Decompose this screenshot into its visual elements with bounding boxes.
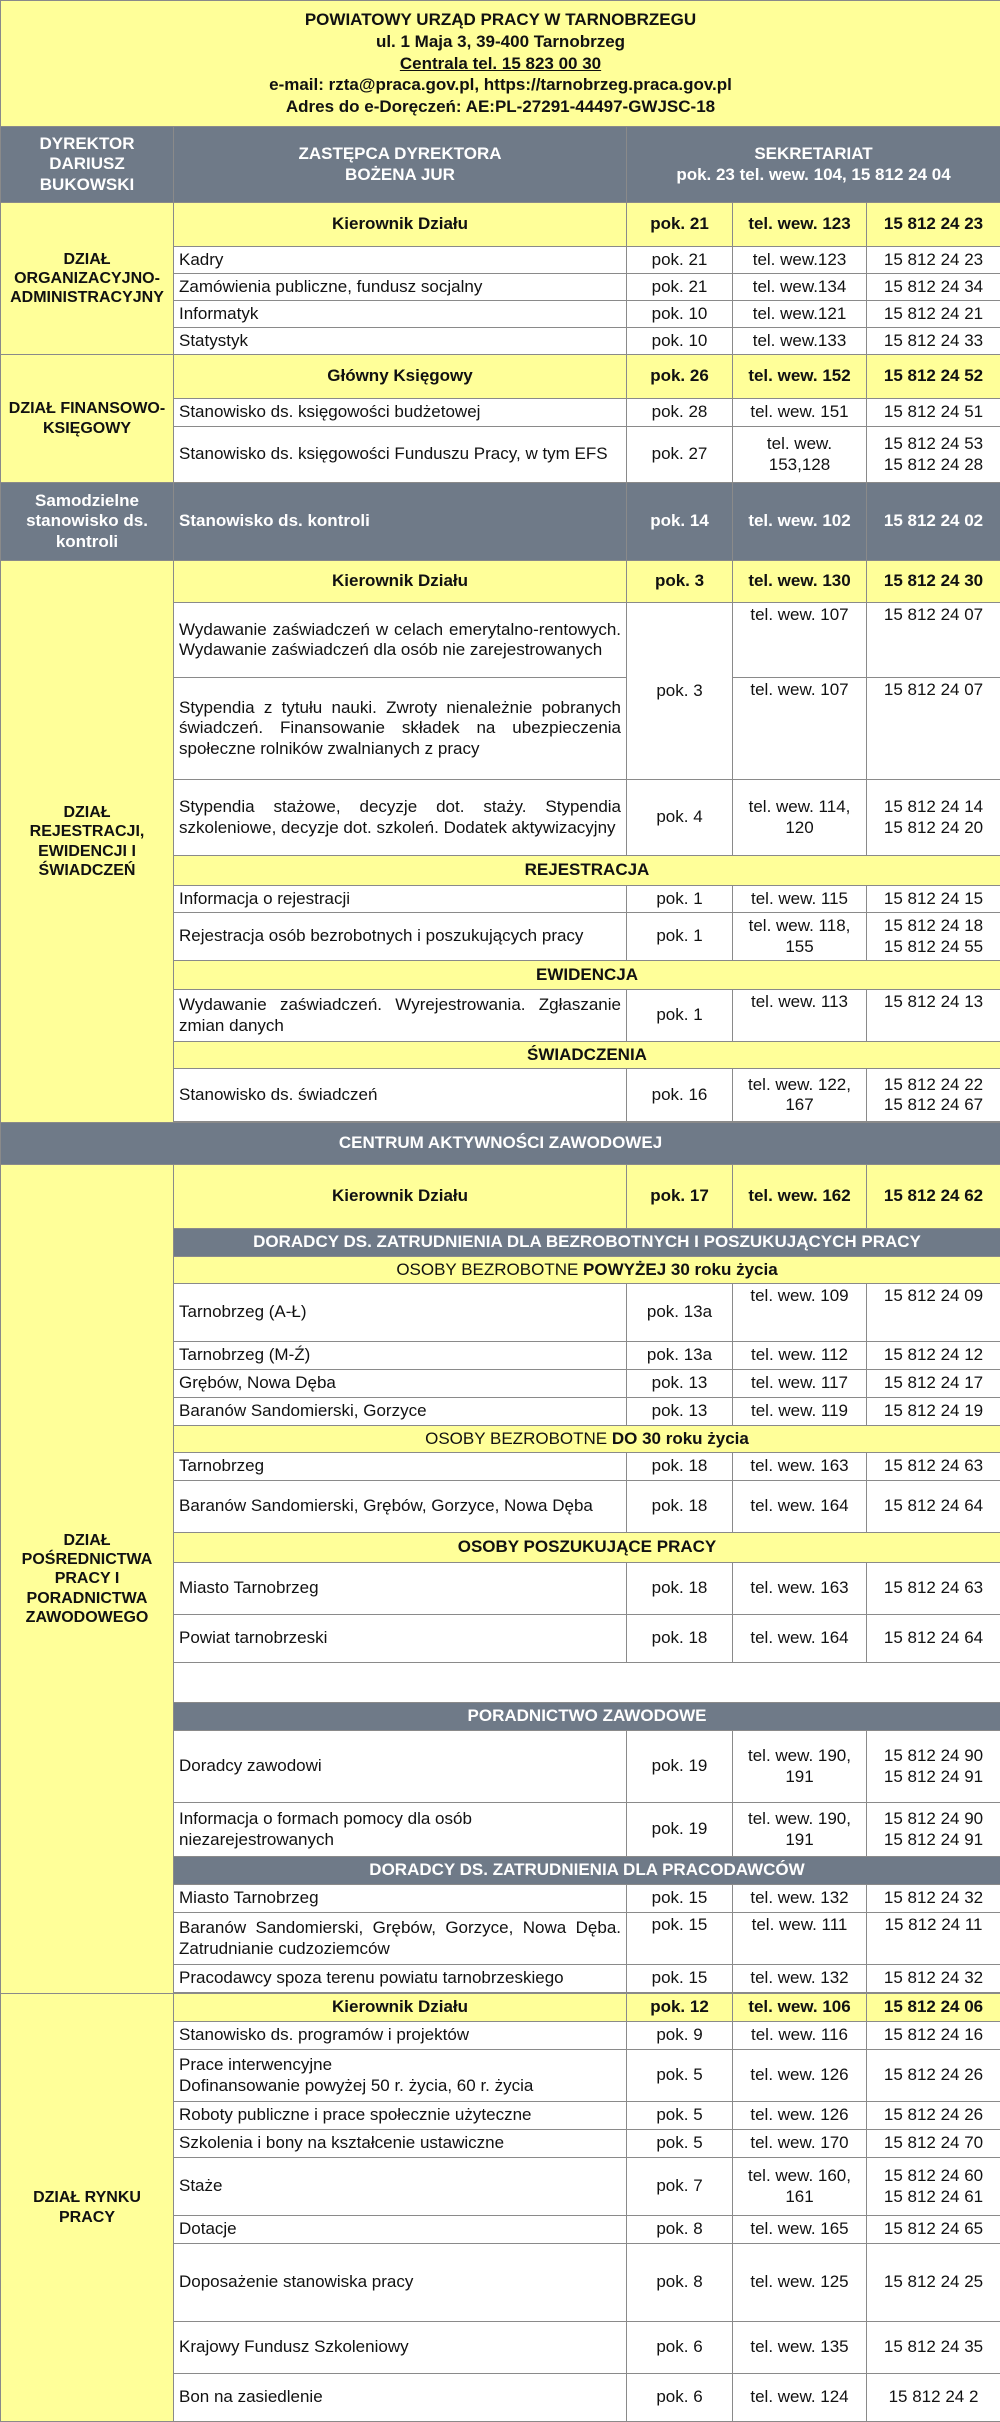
entry-phone: 15 812 24 60 15 812 24 61 — [867, 2158, 1000, 2216]
entry-room: pok. 8 — [627, 2244, 733, 2322]
section-job-seekers: OSOBY POSZUKUJĄCE PRACY — [174, 1533, 1000, 1563]
entry-phone: 15 812 24 06 — [867, 1994, 1000, 2022]
entry-ext: tel. wew. 130 — [733, 561, 867, 603]
entry-name: Kierownik Działu — [174, 1165, 627, 1229]
entry-phone: 15 812 24 30 — [867, 561, 1000, 603]
entry-name: Roboty publiczne i prace społecznie użyteczne — [174, 2102, 627, 2130]
entry-ext: tel. wew. 164 — [733, 1481, 867, 1533]
entry-room: pok. 21 — [627, 203, 733, 247]
section-registration: REJESTRACJA — [174, 856, 1000, 886]
entry-room: pok. 18 — [627, 1481, 733, 1533]
entry-phone: 15 812 24 62 — [867, 1165, 1000, 1229]
entry-phone: 15 812 24 64 — [867, 1481, 1000, 1533]
entry-ext: tel. wew. 153,128 — [733, 427, 867, 483]
entry-phone: 15 812 24 13 — [867, 990, 1000, 1042]
entry-ext: tel. wew. 113 — [733, 990, 867, 1042]
entry-name: Stanowisko ds. świadczeń — [174, 1069, 627, 1122]
entry-room: pok. 15 — [627, 1885, 733, 1913]
entry-room: pok. 3 — [627, 561, 733, 603]
entry-room: pok. 6 — [627, 2374, 733, 2422]
entry-room: pok. 13 — [627, 1398, 733, 1426]
entry-room: pok. 1 — [627, 990, 733, 1042]
entry-ext: tel. wew. 126 — [733, 2102, 867, 2130]
entry-room: pok. 5 — [627, 2130, 733, 2158]
entry-name: Tarnobrzeg (M-Ź) — [174, 1342, 627, 1370]
entry-phone: 15 812 24 02 — [867, 483, 1000, 561]
entry-phone: 15 812 24 26 — [867, 2102, 1000, 2130]
entry-name: Kierownik Działu — [174, 1994, 627, 2022]
entry-ext: tel. wew. 125 — [733, 2244, 867, 2322]
entry-ext: tel. wew. 124 — [733, 2374, 867, 2422]
spacer-cell — [174, 1663, 1000, 1703]
entry-name: Grębów, Nowa Dęba — [174, 1370, 627, 1398]
reg-head-row — [1, 561, 1000, 603]
entry-room: pok. 28 — [627, 399, 733, 427]
entry-phone: 15 812 24 32 — [867, 1965, 1000, 1993]
entry-phone: 15 812 24 23 — [867, 203, 1000, 247]
entry-room: pok. 17 — [627, 1165, 733, 1229]
entry-ext: tel. wew. 123 — [733, 203, 867, 247]
section-under-30-prefix: OSOBY BEZROBOTNE — [425, 1429, 612, 1448]
entry-name: Dotacje — [174, 2216, 627, 2244]
entry-name: Tarnobrzeg (A-Ł) — [174, 1284, 627, 1342]
entry-room: pok. 19 — [627, 1731, 733, 1803]
entry-room: pok. 14 — [627, 483, 733, 561]
entry-phone: 15 812 24 63 — [867, 1563, 1000, 1615]
entry-room: pok. 19 — [627, 1803, 733, 1857]
entry-room: pok. 15 — [627, 1913, 733, 1965]
entry-phone: 15 812 24 63 — [867, 1453, 1000, 1481]
entry-phone: 15 812 24 17 — [867, 1370, 1000, 1398]
entry-ext: tel. wew. 162 — [733, 1165, 867, 1229]
entry-room: pok. 18 — [627, 1615, 733, 1663]
entry-room: pok. 21 — [627, 247, 733, 274]
entry-ext: tel. wew. 122, 167 — [733, 1069, 867, 1122]
entry-ext: tel. wew. 114, 120 — [733, 780, 867, 856]
entry-name: Stypendia stażowe, decyzje dot. staży. Stypendia szkoleniowe, decyzje dot. szkoleń. Dodatek aktywizacyjny — [174, 780, 627, 856]
edelivery-address: Adres do e-Doręczeń: AE:PL-27291-44497-GWJSC-18 — [6, 96, 995, 118]
entry-ext: tel. wew. 116 — [733, 2022, 867, 2050]
entry-room: pok. 1 — [627, 913, 733, 961]
dept-fin: DZIAŁ FINANSOWO-KSIĘGOWY — [1, 355, 174, 483]
section-records: EWIDENCJA — [174, 961, 1000, 990]
dept-labour-market: DZIAŁ RYNKU PRACY — [1, 1994, 174, 2422]
entry-name: Rejestracja osób bezrobotnych i poszukujących pracy — [174, 913, 627, 961]
section-over-30-age: POWYŻEJ 30 roku życia — [583, 1260, 778, 1279]
entry-name: Informacja o rejestracji — [174, 886, 627, 913]
entry-room: pok. 16 — [627, 1069, 733, 1122]
entry-ext: tel. wew. 107 — [733, 603, 867, 678]
entry-ext: tel. wew. 165 — [733, 2216, 867, 2244]
entry-phone: 15 812 24 15 — [867, 886, 1000, 913]
deputy-director-cell: ZASTĘPCA DYREKTORA BOŻENA JUR — [174, 127, 627, 203]
entry-phone: 15 812 24 2 — [867, 2374, 1000, 2422]
entry-name: Baranów Sandomierski, Grębów, Gorzyce, Nowa Dęba. Zatrudnianie cudzoziemców — [174, 1913, 627, 1965]
entry-ext: tel. wew. 102 — [733, 483, 867, 561]
entry-phone: 15 812 24 14 15 812 24 20 — [867, 780, 1000, 856]
entry-name: Baranów Sandomierski, Grębów, Gorzyce, Nowa Dęba — [174, 1481, 627, 1533]
entry-ext: tel. wew. 106 — [733, 1994, 867, 2022]
office-header — [1, 1, 1000, 127]
section-under-30-age: DO 30 roku życia — [612, 1429, 749, 1448]
entry-name: Pracodawcy spoza terenu powiatu tarnobrzeskiego — [174, 1965, 627, 1993]
entry-ext: tel. wew. 160, 161 — [733, 2158, 867, 2216]
entry-ext: tel. wew. 126 — [733, 2050, 867, 2102]
entry-phone: 15 812 24 25 — [867, 2244, 1000, 2322]
entry-ext: tel. wew. 115 — [733, 886, 867, 913]
entry-phone: 15 812 24 64 — [867, 1615, 1000, 1663]
entry-phone: 15 812 24 70 — [867, 2130, 1000, 2158]
entry-phone: 15 812 24 23 — [867, 247, 1000, 274]
dept-org: DZIAŁ ORGANIZACYJNO-ADMINISTRACYJNY — [1, 203, 174, 355]
entry-name: Stanowisko ds. księgowości Funduszu Pracy, w tym EFS — [174, 427, 627, 483]
entry-phone: 15 812 24 09 — [867, 1284, 1000, 1342]
entry-name: Stanowisko ds. kontroli — [174, 483, 627, 561]
section-over-30 — [174, 1257, 1000, 1284]
entry-name: Kierownik Działu — [174, 561, 627, 603]
entry-phone: 15 812 24 07 — [867, 678, 1000, 780]
entry-name: Baranów Sandomierski, Gorzyce — [174, 1398, 627, 1426]
entry-phone: 15 812 24 26 — [867, 2050, 1000, 2102]
org-head-row — [1, 203, 1000, 247]
section-under-30 — [174, 1426, 1000, 1453]
control-row — [1, 483, 1000, 561]
entry-name: Miasto Tarnobrzeg — [174, 1563, 627, 1615]
entry-room: pok. 12 — [627, 1994, 733, 2022]
entry-ext: tel. wew.134 — [733, 274, 867, 301]
entry-phone: 15 812 24 90 15 812 24 91 — [867, 1803, 1000, 1857]
entry-room: pok. 6 — [627, 2322, 733, 2374]
section-counsel-employers: DORADCY DS. ZATRUDNIENIA DLA PRACODAWCÓW — [174, 1857, 1000, 1885]
entry-name: Kadry — [174, 247, 627, 274]
secretariat-cell: SEKRETARIAT pok. 23 tel. wew. 104, 15 812 24 04 — [627, 127, 1000, 203]
entry-phone: 15 812 24 11 — [867, 1913, 1000, 1965]
entry-phone: 15 812 24 19 — [867, 1398, 1000, 1426]
dept-control: Samodzielne stanowisko ds. kontroli — [1, 483, 174, 561]
entry-ext: tel. wew. 132 — [733, 1965, 867, 1993]
entry-room: pok. 3 — [627, 603, 733, 780]
entry-phone: 15 812 24 51 — [867, 399, 1000, 427]
entry-name: Zamówienia publiczne, fundusz socjalny — [174, 274, 627, 301]
entry-phone: 15 812 24 65 — [867, 2216, 1000, 2244]
entry-phone: 15 812 24 90 15 812 24 91 — [867, 1731, 1000, 1803]
entry-room: pok. 18 — [627, 1563, 733, 1615]
director-cell: DYREKTOR DARIUSZ BUKOWSKI — [1, 127, 174, 203]
entry-ext: tel. wew.121 — [733, 301, 867, 328]
entry-name: Doradcy zawodowi — [174, 1731, 627, 1803]
entry-room: pok. 7 — [627, 2158, 733, 2216]
entry-phone: 15 812 24 16 — [867, 2022, 1000, 2050]
entry-room: pok. 15 — [627, 1965, 733, 1993]
entry-name: Krajowy Fundusz Szkoleniowy — [174, 2322, 627, 2374]
entry-room: pok. 18 — [627, 1453, 733, 1481]
switchboard-phone: Centrala tel. 15 823 00 30 — [6, 53, 995, 75]
entry-ext: tel. wew. 164 — [733, 1615, 867, 1663]
entry-name: Statystyk — [174, 328, 627, 355]
caz-banner: CENTRUM AKTYWNOŚCI ZAWODOWEJ — [1, 1123, 1000, 1165]
entry-name: Wydawanie zaświadczeń w celach emerytalno-rentowych. Wydawanie zaświadczeń dla osób nie zarejestrowanych — [174, 603, 627, 678]
entry-room: pok. 9 — [627, 2022, 733, 2050]
entry-room: pok. 13 — [627, 1370, 733, 1398]
entry-phone: 15 812 24 22 15 812 24 67 — [867, 1069, 1000, 1122]
entry-ext: tel. wew. 190, 191 — [733, 1803, 867, 1857]
entry-name: Powiat tarnobrzeski — [174, 1615, 627, 1663]
pos-head-row — [1, 1165, 1000, 1229]
entry-name: Główny Księgowy — [174, 355, 627, 399]
entry-name: Kierownik Działu — [174, 203, 627, 247]
entry-ext: tel. wew. 135 — [733, 2322, 867, 2374]
entry-ext: tel. wew. 152 — [733, 355, 867, 399]
entry-phone: 15 812 24 12 — [867, 1342, 1000, 1370]
entry-room: pok. 1 — [627, 886, 733, 913]
entry-room: pok. 5 — [627, 2050, 733, 2102]
entry-ext: tel. wew. 109 — [733, 1284, 867, 1342]
entry-ext: tel. wew.123 — [733, 247, 867, 274]
entry-name: Stanowisko ds. księgowości budżetowej — [174, 399, 627, 427]
entry-ext: tel. wew.133 — [733, 328, 867, 355]
entry-phone: 15 812 24 52 — [867, 355, 1000, 399]
market-head-row — [1, 1994, 1000, 2022]
entry-ext: tel. wew. 119 — [733, 1398, 867, 1426]
entry-ext: tel. wew. 170 — [733, 2130, 867, 2158]
entry-room: pok. 10 — [627, 328, 733, 355]
entry-room: pok. 5 — [627, 2102, 733, 2130]
entry-room: pok. 10 — [627, 301, 733, 328]
entry-name: Stanowisko ds. programów i projektów — [174, 2022, 627, 2050]
entry-ext: tel. wew. 163 — [733, 1453, 867, 1481]
entry-ext: tel. wew. 132 — [733, 1885, 867, 1913]
entry-room: pok. 8 — [627, 2216, 733, 2244]
entry-phone: 15 812 24 18 15 812 24 55 — [867, 913, 1000, 961]
entry-name: Staże — [174, 2158, 627, 2216]
entry-name: Doposażenie stanowiska pracy — [174, 2244, 627, 2322]
dept-placement: DZIAŁ POŚREDNICTWA PRACY I PORADNICTWA ZAWODOWEGO — [1, 1165, 174, 1994]
entry-name: Tarnobrzeg — [174, 1453, 627, 1481]
entry-ext: tel. wew. 117 — [733, 1370, 867, 1398]
office-email: e-mail: rzta@praca.gov.pl, https://tarnobrzeg.praca.gov.pl — [6, 74, 995, 96]
entry-ext: tel. wew. 190, 191 — [733, 1731, 867, 1803]
entry-phone: 15 812 24 53 15 812 24 28 — [867, 427, 1000, 483]
entry-room: pok. 21 — [627, 274, 733, 301]
entry-name: Szkolenia i bony na kształcenie ustawiczne — [174, 2130, 627, 2158]
entry-room: pok. 13a — [627, 1284, 733, 1342]
entry-name: Bon na zasiedlenie — [174, 2374, 627, 2422]
entry-ext: tel. wew. 118, 155 — [733, 913, 867, 961]
entry-ext: tel. wew. 163 — [733, 1563, 867, 1615]
entry-phone: 15 812 24 07 — [867, 603, 1000, 678]
entry-ext: tel. wew. 107 — [733, 678, 867, 780]
office-name: POWIATOWY URZĄD PRACY W TARNOBRZEGU — [6, 9, 995, 31]
entry-name: Stypendia z tytułu nauki. Zwroty nienależnie pobranych świadczeń. Finansowanie składek na ubezpieczenia społeczne rolników zwalnianych z pracy — [174, 678, 627, 780]
entry-phone: 15 812 24 21 — [867, 301, 1000, 328]
office-address: ul. 1 Maja 3, 39-400 Tarnobrzeg — [6, 31, 995, 53]
fin-head-row — [1, 355, 1000, 399]
entry-name: Prace interwencyjne Dofinansowanie powyżej 50 r. życia, 60 r. życia — [174, 2050, 627, 2102]
entry-name: Informatyk — [174, 301, 627, 328]
section-over-30-prefix: OSOBY BEZROBOTNE — [396, 1260, 583, 1279]
entry-ext: tel. wew. 111 — [733, 1913, 867, 1965]
section-career-guidance: PORADNICTWO ZAWODOWE — [174, 1703, 1000, 1731]
entry-phone: 15 812 24 32 — [867, 1885, 1000, 1913]
entry-room: pok. 4 — [627, 780, 733, 856]
section-benefits: ŚWIADCZENIA — [174, 1042, 1000, 1069]
entry-name: Informacja o formach pomocy dla osób niezarejestrowanych — [174, 1803, 627, 1857]
entry-phone: 15 812 24 35 — [867, 2322, 1000, 2374]
entry-name: Wydawanie zaświadczeń. Wyrejestrowania. Zgłaszanie zmian danych — [174, 990, 627, 1042]
entry-ext: tel. wew. 112 — [733, 1342, 867, 1370]
entry-phone: 15 812 24 33 — [867, 328, 1000, 355]
dept-registration: DZIAŁ REJESTRACJI, EWIDENCJI I ŚWIADCZEŃ — [1, 561, 174, 1123]
section-counsel-unemployed: DORADCY DS. ZATRUDNIENIA DLA BEZROBOTNYCH I POSZUKUJĄCYCH PRACY — [174, 1229, 1000, 1257]
entry-room: pok. 26 — [627, 355, 733, 399]
entry-ext: tel. wew. 151 — [733, 399, 867, 427]
entry-name: Miasto Tarnobrzeg — [174, 1885, 627, 1913]
entry-phone: 15 812 24 34 — [867, 274, 1000, 301]
entry-room: pok. 13a — [627, 1342, 733, 1370]
entry-room: pok. 27 — [627, 427, 733, 483]
